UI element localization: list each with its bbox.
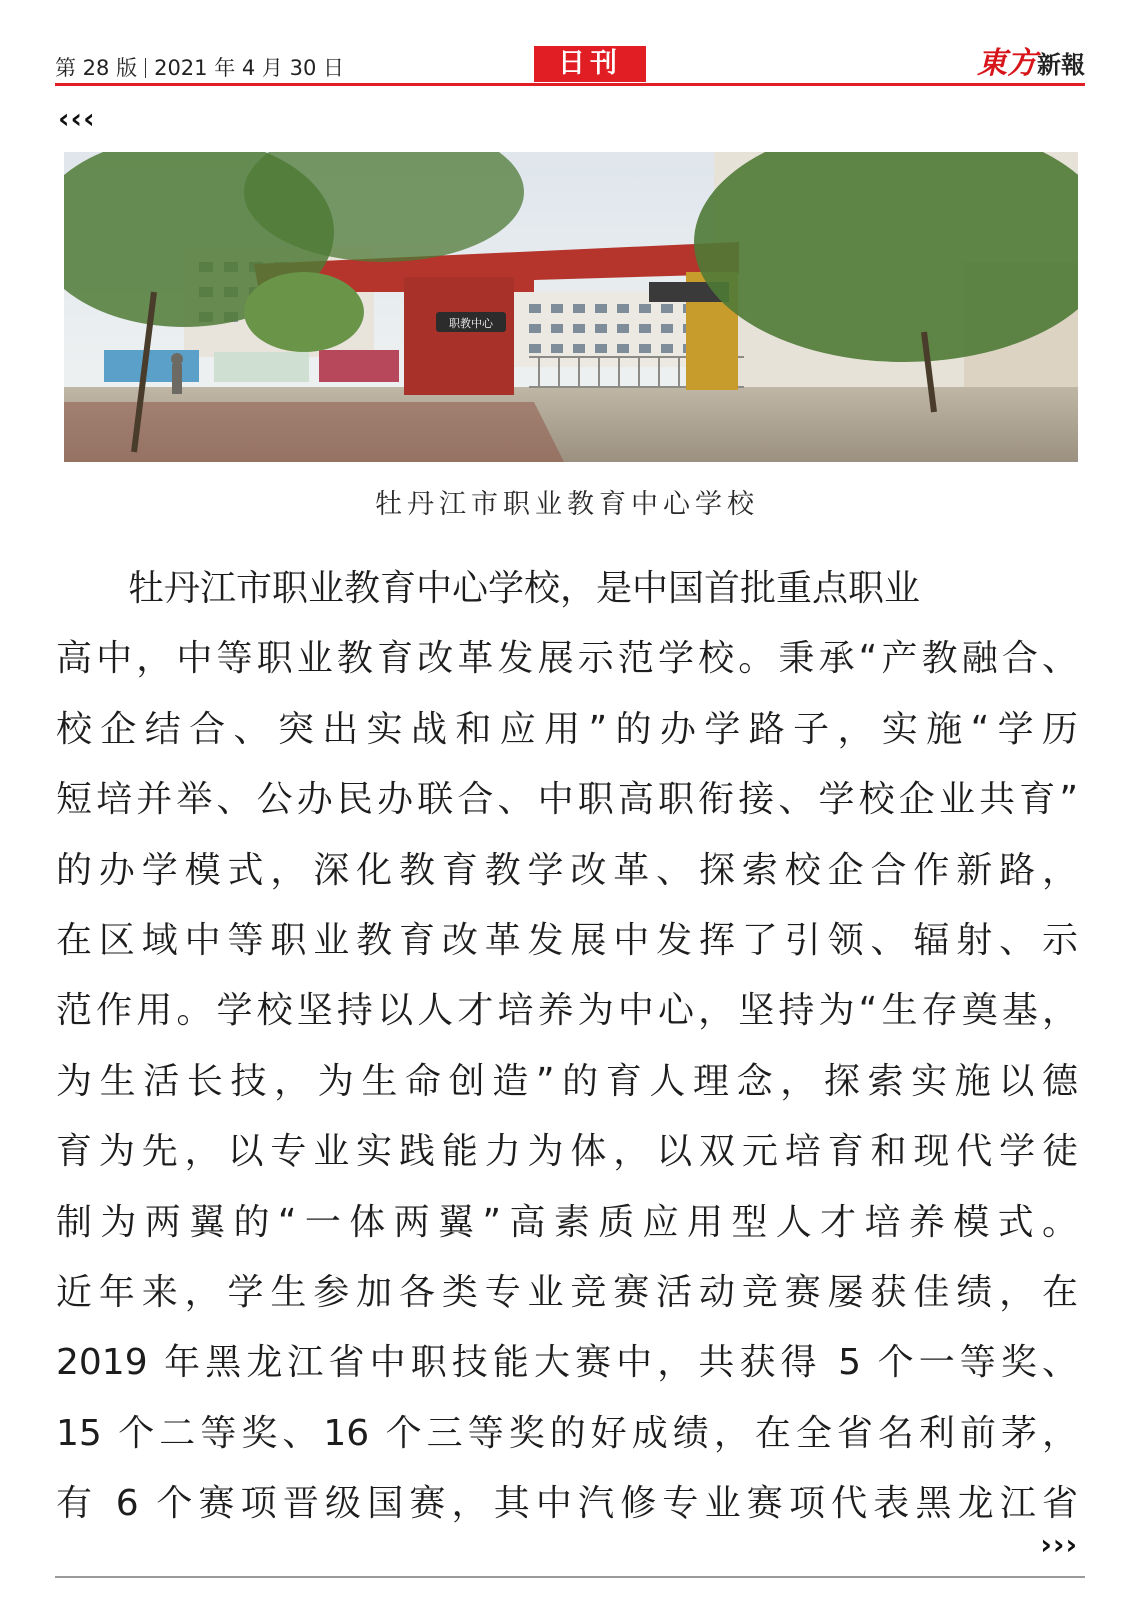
article-line: 的办学模式，深化教育教学改革、探索校企合作新路， bbox=[56, 849, 1078, 891]
article-line: 牡丹江市职业教育中心学校，是中国首批重点职业 bbox=[128, 568, 921, 609]
article-line: 范作用。学校坚持以人才培养为中心，坚持为“生存奠基， bbox=[56, 990, 1078, 1032]
section-badge: 日刊 bbox=[534, 46, 646, 82]
article-line: 短培并举、公办民办联合、中职高职衔接、学校企业共育” bbox=[56, 779, 1078, 821]
school-gate-illustration bbox=[64, 152, 1078, 462]
photo-caption: 牡丹江市职业教育中心学校 bbox=[375, 489, 759, 520]
edition-number: 第 28 版 bbox=[55, 56, 138, 80]
next-page-button[interactable]: ››› bbox=[1040, 1528, 1078, 1561]
article-line: 在区域中等职业教育改革发展中发挥了引领、辐射、示 bbox=[56, 919, 1078, 961]
previous-page-button[interactable]: ‹‹‹ bbox=[58, 102, 96, 135]
article-line: 近年来，学生参加各类专业竞赛活动竞赛屡获佳绩，在 bbox=[56, 1271, 1078, 1313]
article-line: 2019 年黑龙江省中职技能大赛中，共获得 5 个一等奖、 bbox=[56, 1342, 1078, 1384]
newspaper-logo bbox=[977, 38, 1085, 82]
article-line: 高中，中等职业教育改革发展示范学校。秉承“产教融合、 bbox=[56, 638, 1078, 680]
page-header bbox=[55, 42, 1085, 84]
edition-info bbox=[55, 52, 344, 82]
header-divider bbox=[145, 58, 146, 78]
article-body bbox=[56, 554, 1078, 1539]
article-line: 15 个二等奖、16 个三等奖的好成绩，在全省名利前茅， bbox=[56, 1412, 1078, 1454]
logo-part-b: 新報 bbox=[1037, 50, 1085, 79]
article-line: 育为先，以专业实践能力为体，以双元培育和现代学徒 bbox=[56, 1131, 1078, 1173]
article-line: 为生活长技，为生命创造”的育人理念，探索实施以德 bbox=[56, 1060, 1078, 1102]
article-line: 校企结合、突出实战和应用”的办学路子，实施“学历 bbox=[56, 708, 1078, 750]
footer-rule bbox=[55, 1576, 1085, 1578]
article-line: 有 6 个赛项晋级国赛，其中汽修专业赛项代表黑龙江省 bbox=[56, 1483, 1078, 1525]
logo-part-a: 東方 bbox=[977, 46, 1037, 81]
gate-sign-text: 职教中心 bbox=[449, 317, 493, 330]
school-gate-photo bbox=[64, 152, 1078, 462]
article-line: 制为两翼的“一体两翼”高素质应用型人才培养模式。 bbox=[56, 1201, 1078, 1243]
header-rule bbox=[55, 83, 1085, 86]
publication-date: 2021 年 4 月 30 日 bbox=[154, 56, 344, 80]
